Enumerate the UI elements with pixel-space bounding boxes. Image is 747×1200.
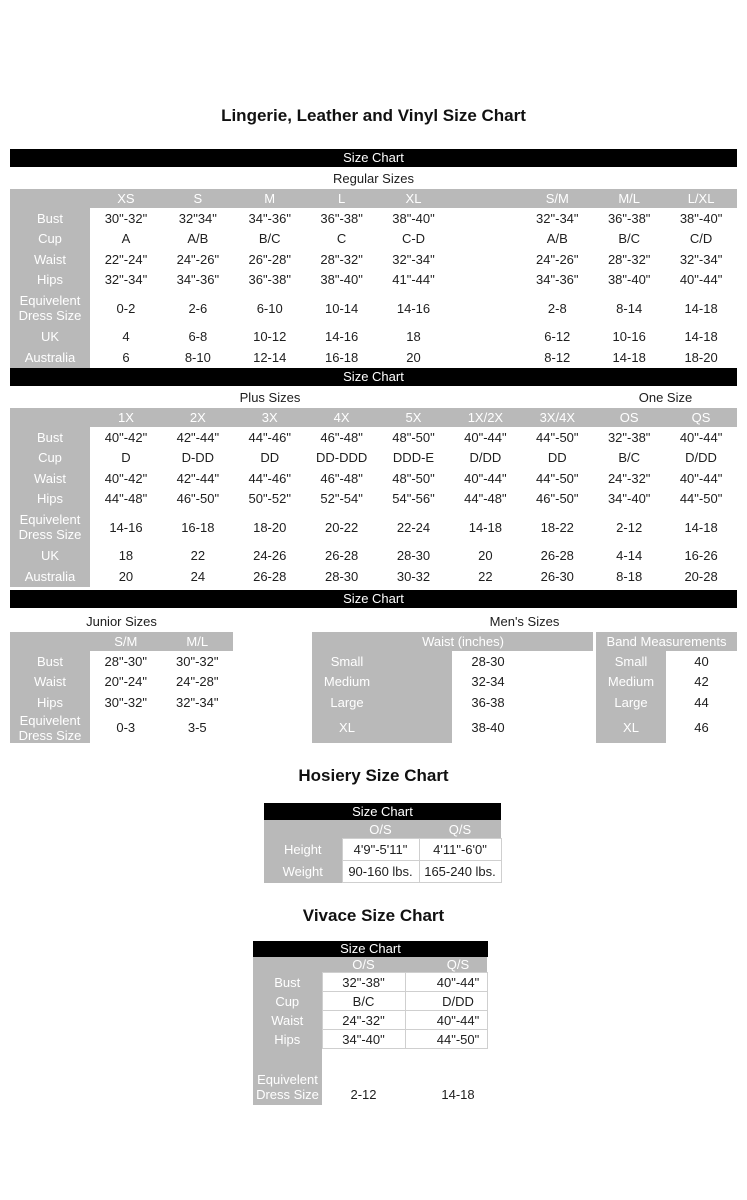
- size-cell: 2-12: [616, 519, 643, 535]
- size-cell: 34"-36": [176, 272, 220, 288]
- size-cell: 38"-40": [679, 210, 723, 226]
- row-label: Equivelent Dress Size: [10, 509, 90, 546]
- size-cell: 8-18: [616, 568, 643, 584]
- table-row: [10, 448, 737, 469]
- size-cell: 36-38: [471, 694, 505, 710]
- regular-sizes-table: [10, 189, 737, 368]
- size-cell: 32"-38": [607, 429, 651, 445]
- size-cell: 20-28: [684, 568, 718, 584]
- column-header: Q/S: [419, 820, 501, 839]
- size-cell: B/C: [258, 231, 281, 247]
- row-label: Small: [312, 651, 452, 672]
- size-cell: [449, 327, 521, 348]
- size-cell: 22-24: [396, 519, 431, 535]
- row-label: Equivelent Dress Size: [10, 713, 90, 744]
- size-cell: [449, 290, 521, 327]
- size-cell: 24"-26": [536, 251, 579, 267]
- size-cell: B/C: [618, 450, 641, 466]
- table-row: [10, 249, 737, 270]
- size-cell: 32"34": [178, 210, 217, 226]
- size-cell: 36"-38": [607, 210, 651, 226]
- table-row: [312, 651, 593, 672]
- column-header: L/XL: [665, 189, 737, 208]
- column-header: 3X: [234, 408, 306, 427]
- row-label: UK: [10, 546, 90, 567]
- column-header: [449, 189, 521, 208]
- row-label: Hips: [10, 270, 90, 291]
- size-chart-bar-regular: Size Chart: [10, 149, 737, 167]
- column-header: XS: [90, 189, 162, 208]
- size-cell: 44"-50": [536, 429, 579, 445]
- header-row: [10, 408, 737, 427]
- column-header: Band Measurements: [596, 632, 737, 651]
- row-label: Bust: [10, 208, 90, 229]
- size-cell: 46"-50": [176, 491, 220, 507]
- size-cell: 8-14: [616, 300, 643, 316]
- size-cell: [449, 347, 521, 368]
- size-cell: 20: [478, 548, 493, 564]
- column-header: M/L: [593, 189, 665, 208]
- header-row: [312, 632, 593, 651]
- size-cell: 20: [118, 568, 134, 584]
- size-cell: 32"-34": [104, 272, 148, 288]
- row-label: Waist: [10, 672, 90, 693]
- size-cell: 165-240 lbs.: [419, 861, 501, 883]
- row-label: Australia: [10, 566, 90, 587]
- plus-sizes-label: Plus Sizes: [239, 390, 301, 405]
- size-cell: 40"-44": [405, 1011, 487, 1030]
- size-cell: 4: [122, 329, 130, 345]
- size-cell: 24"-32": [322, 1011, 405, 1030]
- size-cell: 22"-24": [104, 251, 148, 267]
- size-cell: 44"-46": [248, 429, 291, 445]
- size-cell: 14-18: [684, 300, 718, 316]
- row-label: Bust: [10, 427, 90, 448]
- size-cell: C-D: [401, 231, 426, 247]
- size-cell: 44"-50": [679, 491, 723, 507]
- size-cell: 20-22: [324, 519, 359, 535]
- one-size-label: One Size: [638, 390, 693, 405]
- size-cell: 14-18: [684, 329, 718, 345]
- size-cell: 30"-32": [104, 210, 148, 226]
- size-cell: 46"-48": [320, 470, 363, 486]
- size-cell: 40"-44": [464, 470, 507, 486]
- size-cell: DD: [260, 450, 280, 466]
- column-header: M/L: [162, 632, 234, 651]
- row-label: Hips: [10, 692, 90, 713]
- size-cell: 32"-34": [392, 251, 435, 267]
- size-chart-bar-vivace: Size Chart: [253, 941, 488, 957]
- size-cell: 20"-24": [104, 674, 147, 690]
- size-cell: 38"-40": [607, 272, 651, 288]
- size-cell: 4'9"-5'11": [342, 839, 419, 861]
- size-cell: 14-18: [441, 1087, 475, 1102]
- size-cell: [322, 1049, 405, 1066]
- size-cell: 0-3: [116, 720, 136, 736]
- size-cell: D: [121, 450, 131, 466]
- size-cell: 26-30: [540, 568, 574, 584]
- size-cell: 28-30: [324, 568, 359, 584]
- size-cell: 40"-44": [405, 973, 487, 992]
- size-cell: A/B: [546, 231, 568, 247]
- size-cell: 24"-32": [607, 470, 651, 486]
- size-cell: 14-16: [324, 329, 359, 345]
- size-cell: 40"-44": [679, 272, 723, 288]
- table-row: [253, 973, 487, 992]
- table-row: [10, 427, 737, 448]
- size-cell: 14-16: [109, 519, 143, 535]
- mens-band-table: [596, 632, 737, 743]
- mens-waist-table: [312, 632, 593, 743]
- table-row: [312, 713, 593, 744]
- header-row: [10, 189, 737, 208]
- row-label: Medium: [312, 672, 452, 693]
- row-label: Medium: [596, 672, 666, 693]
- column-header: O/S: [342, 820, 419, 839]
- row-label: Weight: [264, 861, 342, 883]
- size-cell: 38"-40": [392, 210, 435, 226]
- junior-sizes-label: Junior Sizes: [86, 614, 157, 629]
- table-row: [10, 672, 233, 693]
- column-header: 1X/2X: [449, 408, 521, 427]
- header-corner-cell: [253, 957, 322, 973]
- size-cell: 2-6: [188, 300, 208, 316]
- table-row: [596, 692, 737, 713]
- size-cell: 8-12: [544, 349, 571, 365]
- size-cell: A/B: [187, 231, 209, 247]
- size-cell: [449, 249, 521, 270]
- size-cell: 6: [122, 349, 130, 365]
- size-cell: 32"-34": [536, 210, 579, 226]
- size-cell: 26-28: [324, 548, 359, 564]
- row-label: Height: [264, 839, 342, 861]
- size-cell: 14-18: [612, 349, 646, 365]
- column-header: 3X/4X: [521, 408, 593, 427]
- size-cell: [449, 229, 521, 250]
- size-cell: 46"-48": [320, 429, 363, 445]
- table-row: [10, 509, 737, 546]
- size-cell: 36"-38": [248, 272, 291, 288]
- table-row: [10, 489, 737, 510]
- table-row: [10, 546, 737, 567]
- size-cell: 28"-32": [607, 251, 651, 267]
- row-label: Equivelent Dress Size: [10, 290, 90, 327]
- size-cell: 40: [694, 653, 709, 669]
- row-label: XL: [312, 713, 452, 744]
- table-row: [10, 208, 737, 229]
- size-cell: 6-8: [188, 329, 208, 345]
- size-cell: [449, 270, 521, 291]
- size-cell: 50"-52": [248, 491, 291, 507]
- table-row: [10, 692, 233, 713]
- size-cell: B/C: [618, 231, 641, 247]
- size-cell: 2-8: [547, 300, 567, 316]
- mens-sizes-label: Men's Sizes: [489, 614, 560, 629]
- header-row: [596, 632, 737, 651]
- row-label: Small: [596, 651, 666, 672]
- size-cell: 24-26: [253, 548, 287, 564]
- size-cell: 18-20: [684, 349, 718, 365]
- column-header: S/M: [90, 632, 162, 651]
- column-header: S/M: [521, 189, 593, 208]
- size-cell: 44"-50": [536, 470, 579, 486]
- size-cell: 34"-40": [322, 1030, 405, 1049]
- size-cell: 90-160 lbs.: [342, 861, 419, 883]
- header-corner-cell: [264, 820, 342, 839]
- table-row: [10, 347, 737, 368]
- size-cell: 24: [190, 568, 206, 584]
- row-label: Cup: [253, 992, 322, 1011]
- size-cell: 3-5: [187, 720, 207, 736]
- column-header: XL: [378, 189, 450, 208]
- column-header: Q/S: [405, 957, 487, 973]
- header-row: [264, 820, 501, 839]
- size-cell: 10-14: [324, 300, 359, 316]
- table-row: [253, 1030, 487, 1049]
- row-label: Hips: [10, 489, 90, 510]
- size-cell: 0-2: [116, 300, 136, 316]
- header-row: [253, 957, 487, 973]
- size-cell: 18: [118, 548, 134, 564]
- size-cell: D/DD: [405, 992, 487, 1011]
- size-cell: 32"-38": [322, 973, 405, 992]
- size-cell: 34"-40": [607, 491, 651, 507]
- size-cell: 20: [406, 349, 421, 365]
- size-cell: 44"-46": [248, 470, 291, 486]
- size-cell: 14-16: [396, 300, 431, 316]
- size-cell: 40"-42": [104, 470, 148, 486]
- table-row: [10, 270, 737, 291]
- size-cell: 4-14: [616, 548, 643, 564]
- column-header: 4X: [306, 408, 378, 427]
- size-cell: 26"-28": [248, 251, 291, 267]
- size-cell: 16-26: [684, 548, 718, 564]
- header-row: [10, 632, 233, 651]
- size-cell: 10-12: [253, 329, 287, 345]
- table-row: [10, 651, 233, 672]
- size-cell: 52"-54": [320, 491, 363, 507]
- size-cell: D/DD: [469, 450, 502, 466]
- size-cell: 34"-36": [536, 272, 579, 288]
- size-cell: 4'11"-6'0": [419, 839, 501, 861]
- size-cell: 30"-32": [176, 653, 219, 669]
- table-row: [264, 861, 501, 883]
- size-cell: 10-16: [612, 329, 646, 345]
- size-cell: 2-12: [350, 1087, 377, 1102]
- row-label: Bust: [253, 973, 322, 992]
- column-header: 2X: [162, 408, 234, 427]
- column-header: 1X: [90, 408, 162, 427]
- size-cell: 18-20: [253, 519, 287, 535]
- size-cell: 38-40: [471, 720, 505, 736]
- table-row: [253, 1065, 487, 1105]
- size-cell: 28-30: [471, 653, 505, 669]
- row-label: Hips: [253, 1030, 322, 1049]
- row-label: Equivelent Dress Size: [253, 1065, 322, 1105]
- plus-sizes-table: [10, 408, 737, 587]
- size-cell: DDD-E: [392, 450, 435, 466]
- size-chart-bar-hosiery: Size Chart: [264, 803, 501, 820]
- size-cell: 48"-50": [392, 470, 435, 486]
- column-header: QS: [665, 408, 737, 427]
- size-cell: 46"-50": [536, 491, 579, 507]
- regular-sizes-label: Regular Sizes: [333, 171, 414, 186]
- column-header: 5X: [378, 408, 450, 427]
- size-cell: DD-DDD: [315, 450, 368, 466]
- size-cell: 44"-48": [104, 491, 148, 507]
- table-row: [596, 672, 737, 693]
- size-cell: D-DD: [181, 450, 215, 466]
- table-row: [253, 1049, 487, 1066]
- size-cell: 22: [190, 548, 206, 564]
- junior-sizes-table: [10, 632, 233, 743]
- size-cell: 42"-44": [176, 429, 220, 445]
- size-cell: 41"-44": [392, 272, 435, 288]
- vivace-table: [253, 957, 488, 1105]
- table-row: [253, 1011, 487, 1030]
- size-cell: 40"-44": [464, 429, 507, 445]
- size-cell: 24"-26": [176, 251, 220, 267]
- size-chart-bar-plus: Size Chart: [10, 368, 737, 386]
- size-cell: [405, 1049, 487, 1066]
- size-cell: A: [121, 231, 131, 247]
- size-cell: 26-28: [540, 548, 574, 564]
- size-cell: 44"-50": [405, 1030, 487, 1049]
- row-label: [253, 1049, 322, 1066]
- size-cell: 22: [478, 568, 493, 584]
- size-cell: C/D: [689, 231, 713, 247]
- header-corner-cell: [10, 189, 90, 208]
- size-cell: 30"-32": [104, 694, 147, 710]
- size-cell: 28-30: [396, 548, 431, 564]
- table-row: [596, 651, 737, 672]
- column-header: OS: [593, 408, 665, 427]
- size-cell: 32"-34": [679, 251, 723, 267]
- row-label: Large: [312, 692, 452, 713]
- size-cell: 48"-50": [392, 429, 435, 445]
- size-cell: 40"-42": [104, 429, 148, 445]
- size-cell: 40"-44": [679, 470, 723, 486]
- table-row: [312, 692, 593, 713]
- row-label: Waist: [10, 468, 90, 489]
- size-chart-bar-junior-mens: Size Chart: [10, 590, 737, 608]
- table-row: [10, 468, 737, 489]
- row-label: Cup: [10, 229, 90, 250]
- table-row: [596, 713, 737, 744]
- size-cell: D/DD: [685, 450, 717, 466]
- header-corner-cell: [10, 632, 90, 651]
- size-cell: B/C: [322, 992, 405, 1011]
- size-cell: 38"-40": [320, 272, 363, 288]
- size-cell: 26-28: [253, 568, 287, 584]
- table-row: [10, 713, 233, 744]
- row-label: UK: [10, 327, 90, 348]
- size-cell: 28"-30": [104, 653, 147, 669]
- row-label: Waist: [10, 249, 90, 270]
- size-cell: 16-18: [324, 349, 359, 365]
- size-cell: 30-32: [396, 568, 431, 584]
- size-cell: C: [336, 231, 347, 247]
- size-cell: 24"-28": [176, 674, 219, 690]
- size-cell: 42: [694, 674, 709, 690]
- size-cell: 44"-48": [464, 491, 507, 507]
- size-cell: 18: [406, 329, 421, 345]
- size-cell: 14-18: [684, 519, 718, 535]
- size-cell: 34"-36": [248, 210, 291, 226]
- row-label: Large: [596, 692, 666, 713]
- table-row: [312, 672, 593, 693]
- size-cell: 44: [694, 694, 709, 710]
- hosiery-title: Hosiery Size Chart: [298, 766, 449, 785]
- column-header: M: [234, 189, 306, 208]
- size-cell: 42"-44": [176, 470, 220, 486]
- size-cell: 6-10: [256, 300, 283, 316]
- size-cell: 32-34: [471, 674, 505, 690]
- size-cell: 18-22: [540, 519, 574, 535]
- row-label: Cup: [10, 448, 90, 469]
- size-cell: 8-10: [184, 349, 211, 365]
- size-cell: 46: [694, 720, 709, 736]
- size-cell: 16-18: [181, 519, 215, 535]
- row-label: Bust: [10, 651, 90, 672]
- size-cell: 32"-34": [176, 694, 219, 710]
- table-row: [10, 229, 737, 250]
- table-row: [10, 327, 737, 348]
- row-label: Australia: [10, 347, 90, 368]
- table-row: [10, 566, 737, 587]
- table-row: [264, 839, 501, 861]
- size-cell: 12-14: [253, 349, 287, 365]
- row-label: Waist: [253, 1011, 322, 1030]
- size-cell: 14-18: [468, 519, 503, 535]
- size-cell: 6-12: [544, 329, 571, 345]
- size-cell: 54"-56": [392, 491, 435, 507]
- vivace-title: Vivace Size Chart: [302, 906, 445, 925]
- hosiery-table: [264, 820, 502, 883]
- size-cell: DD: [547, 450, 567, 466]
- size-cell: [449, 208, 521, 229]
- column-header: O/S: [322, 957, 405, 973]
- column-header: Waist (inches): [312, 632, 593, 651]
- size-cell: 28"-32": [320, 251, 363, 267]
- size-cell: 40"-44": [679, 429, 723, 445]
- page-title: Lingerie, Leather and Vinyl Size Chart: [221, 106, 526, 125]
- column-header: L: [306, 189, 378, 208]
- column-header: S: [162, 189, 234, 208]
- header-corner-cell: [10, 408, 90, 427]
- size-cell: 36"-38": [320, 210, 363, 226]
- row-label: XL: [596, 713, 666, 744]
- table-row: [253, 992, 487, 1011]
- table-row: [10, 290, 737, 327]
